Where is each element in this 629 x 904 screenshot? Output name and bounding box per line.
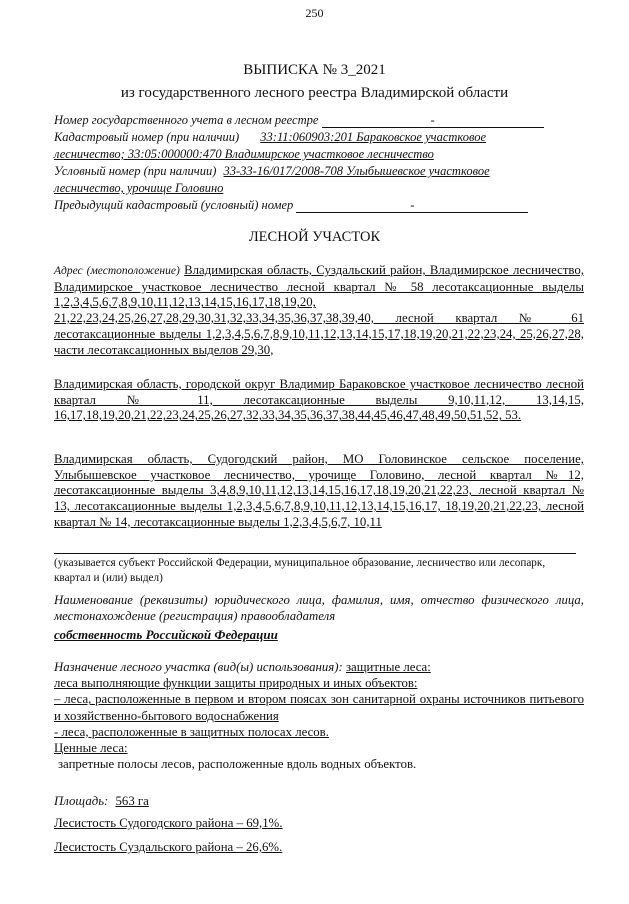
cadastral-value-line1: 33:11:060903:201 Бараковское участковое bbox=[260, 130, 487, 144]
forest-cover-suzdal: Лесистость Суздальского района – 26,6%. bbox=[54, 840, 283, 854]
conditional-value-line1: 33-33-16/017/2008-708 Улыбышевское участковое bbox=[223, 164, 490, 178]
previous-number-value: - bbox=[296, 199, 528, 213]
address-label: Адрес (местоположение) bbox=[54, 265, 180, 277]
purpose-line-5: Ценные леса: bbox=[54, 741, 128, 756]
purpose-line-3: – леса, расположенные в первом и втором поясах зон санитарной охраны источников питьевого и хозяйственно-бытового водоснабжения bbox=[54, 692, 584, 723]
address-text-1: Владимирская область, Суздальский район, Владимирское лесничество, Владимирское участковое лесничество лесной квартал № 58 лесотаксационные выделы 1,2,3,4,5,6,7,8,9,10,11,12,13,14,15,16,17,18,19,20, 21,22,23,24,25,26,27,28,29,30,31,32,33,34,35,36,37,38,39,40, лесной квартал № 61 лесотаксационные выделы 1,2,3,4,5,6,7,8,9,10,11,12,13,14,15,17,18,19,20,21,22,23,24, 25,26,27,28, части лесотаксационных выделов 29,30, bbox=[54, 263, 584, 357]
cadastral-value-line2: лесничество; 33:05:000000:470 Владимирское участковое лесничество bbox=[54, 147, 434, 161]
purpose-label: Назначение лесного участка (вид(ы) использования): bbox=[54, 660, 343, 674]
document-title: ВЫПИСКА № 3_2021 bbox=[243, 62, 386, 78]
state-number-field bbox=[54, 112, 544, 128]
cadastral-field-line2 bbox=[54, 146, 434, 162]
purpose-block bbox=[54, 659, 584, 772]
forest-cover-sudogda: Лесистость Судогодского района – 69,1%. bbox=[54, 816, 283, 830]
conditional-field-line2 bbox=[54, 180, 223, 196]
purpose-value: защитные леса: bbox=[345, 660, 431, 674]
page-number: 250 bbox=[305, 6, 324, 20]
purpose-line-4: - леса, расположенные в защитных полосах лесов. bbox=[54, 724, 329, 739]
owner-label: Наименование (реквизиты) юридического лица, фамилия, имя, отчество физического лица, местонахождение (регистрация) правообладателя bbox=[54, 593, 584, 623]
conditional-value-line2: лесничество, урочище Головино bbox=[54, 181, 224, 195]
area-value: 563 га bbox=[115, 794, 149, 808]
previous-number-field bbox=[54, 197, 528, 213]
cadastral-field bbox=[54, 129, 486, 145]
purpose-line-2: леса выполняющие функции защиты природных и иных объектов: bbox=[54, 676, 418, 691]
conditional-field bbox=[54, 163, 490, 179]
purpose-line-1 bbox=[54, 659, 584, 675]
state-number-value: - bbox=[322, 114, 544, 128]
address-text-3: Владимирская область, Судогодский район, МО Головинское сельское поселение, Улыбышевское участковое лесничество, урочище Головино, лесной квартал №12, лесотаксационные выделы 3,4,8,9,10,11,12,13,14,15,16,17,18,19,20,21,22,23, лесной квартал № 13, лесотаксационные выделы 1,2,3,4,5,6,7,8,9,10,11,12,13,14,15,16,17, 18,19,20,21,22,23, лесной квартал № 14, лесотаксационные выделы 1,2,3,4,5,6,7, 10,11 bbox=[54, 452, 584, 529]
owner-value: собственность Российской Федерации bbox=[54, 627, 278, 642]
cadastral-label: Кадастровый номер (при наличии) bbox=[54, 130, 240, 144]
address-underline bbox=[54, 553, 576, 554]
area-field bbox=[54, 794, 149, 809]
section-title: ЛЕСНОЙ УЧАСТОК bbox=[248, 229, 381, 245]
address-text-2: Владимирская область, городской округ Владимир Бараковское участковое лесничество лесной квартал № 11, лесотаксационные выделы 9,10,11,12, 13,14,15, 16,17,18,19,20,21,22,23,24,25,26,27,32,33,34,35,36,37,38,44,45,46,47,48,49,50,51,52, 53. bbox=[54, 377, 584, 423]
address-paragraph-3 bbox=[54, 452, 584, 531]
address-note: (указывается субъект Российской Федерации, муниципальное образование, лесничество или лесопарк, квартал и (или) выдел) bbox=[54, 557, 546, 584]
conditional-label: Условный номер (при наличии) bbox=[54, 164, 217, 178]
area-label: Площадь: bbox=[54, 794, 109, 808]
purpose-line-6: запретные полосы лесов, расположенные вдоль водных объектов. bbox=[58, 757, 417, 772]
address-paragraph-2 bbox=[54, 377, 584, 424]
document-subtitle: из государственного лесного реестра Владимирской области bbox=[120, 85, 509, 101]
address-paragraph-1 bbox=[54, 263, 584, 358]
previous-number-label: Предыдущий кадастровый (условный) номер bbox=[54, 198, 294, 212]
state-number-label: Номер государственного учета в лесном реестре bbox=[54, 113, 319, 127]
